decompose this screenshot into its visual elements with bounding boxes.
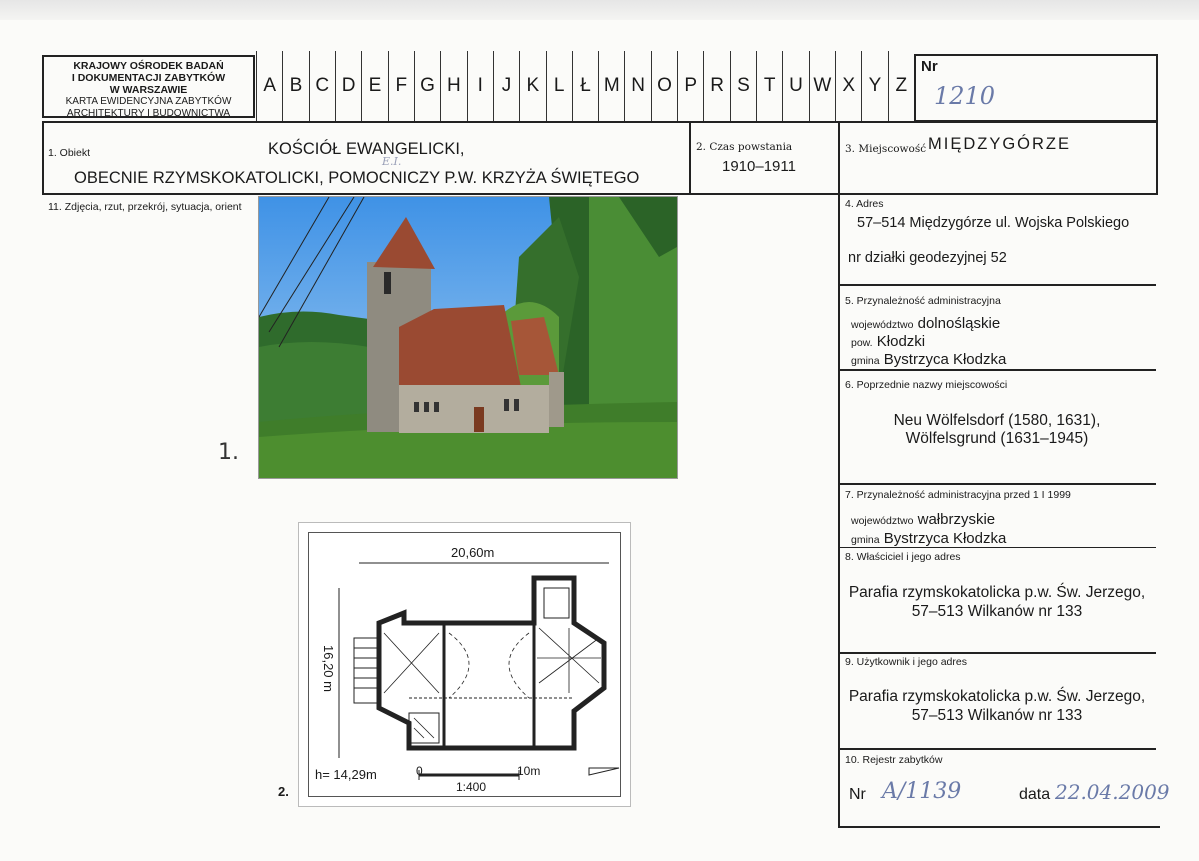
index-letter: L [546, 51, 572, 121]
rejestr-date-value: 22.04.2009 [1055, 780, 1170, 804]
admin-voivodeship [851, 315, 1000, 332]
wlasciciel-line1: Parafia rzymskokatolicka p.w. Św. Jerzego, [848, 584, 1146, 601]
org-name-line2: I DOKUMENTACJI ZABYTKÓW [71, 72, 226, 84]
index-letter: J [493, 51, 519, 121]
rejestr-bottom-line [838, 826, 1160, 828]
admin-przed-label: 7. Przynależność administracyjna przed 1 I 1999 [845, 489, 1071, 501]
record-number-label: Nr [921, 58, 938, 75]
photo-marker: 1. [218, 440, 239, 465]
admin-przed-voivodeship-prefix: województwo [851, 515, 914, 527]
adres-line1: 57–514 Międzygórze ul. Wojska Polskiego [857, 215, 1130, 231]
admin-przed-voivodeship [851, 511, 995, 528]
poprzednie-line2: Wölfelsgrund (1631–1945) [905, 430, 1089, 447]
index-letter: R [703, 51, 729, 121]
adres-divider [838, 284, 1156, 286]
index-letter: Z [888, 51, 914, 121]
org-name-line1: KRAJOWY OŚRODEK BADAŃ [73, 60, 224, 72]
rejestr-date-label: data [1019, 786, 1051, 803]
obiekt-annotation: E.I. [382, 155, 402, 168]
index-letter: D [335, 51, 361, 121]
index-letter: X [835, 51, 861, 121]
org-name-line3: W WARSZAWIE [109, 84, 188, 96]
admin-commune-value: Bystrzyca Kłodzka [883, 351, 1007, 368]
index-letter: P [677, 51, 703, 121]
row1-divider [42, 193, 1158, 195]
index-letter: U [782, 51, 808, 121]
index-letter: Ł [572, 51, 598, 121]
miejscowosc-value: MIĘDZYGÓRZE [928, 135, 1072, 153]
poprzednie-divider [838, 483, 1156, 485]
church-photo-drawing [259, 197, 677, 478]
admin-voivodeship-prefix: województwo [851, 319, 914, 331]
poprzednie-label: 6. Poprzednie nazwy miejscowości [845, 379, 1008, 391]
plan-width-label: 20,60m [451, 545, 495, 560]
rejestr-label: 10. Rejestr zabytków [845, 754, 943, 766]
index-letter: E [361, 51, 387, 121]
index-letter: A [256, 51, 282, 121]
uzytkownik-line2: 57–513 Wilkanów nr 133 [911, 707, 1083, 724]
plan-height-label: h= 14,29m [315, 767, 377, 782]
left-border-row1 [42, 121, 44, 194]
zdjecia-label: 11. Zdjęcia, rzut, przekrój, sytuacja, orient [48, 201, 242, 213]
poprzednie-line1: Neu Wölfelsdorf (1580, 1631), [893, 412, 1101, 429]
obiekt-label: 1. Obiekt [48, 147, 91, 159]
index-letter: F [388, 51, 414, 121]
index-letter: C [309, 51, 335, 121]
admin-commune-prefix: gmina [851, 355, 880, 367]
adres-line2: nr działki geodezyjnej 52 [848, 250, 1007, 266]
uzytkownik-label: 9. Użytkownik i jego adres [845, 656, 967, 668]
index-letter: M [598, 51, 624, 121]
admin-przed-commune [851, 530, 1006, 547]
adres-label: 4. Adres [845, 198, 884, 210]
card-type-line1: KARTA EWIDENCYJNA ZABYTKÓW [65, 96, 232, 107]
index-letter: N [624, 51, 650, 121]
rejestr-nr-value: A/1139 [882, 779, 962, 804]
floor-plan [298, 522, 631, 807]
index-letter: S [730, 51, 756, 121]
index-letter: Y [861, 51, 887, 121]
index-letter: T [756, 51, 782, 121]
header-divider [42, 121, 1158, 123]
admin-voivodeship-value: dolnośląskie [917, 315, 1001, 332]
record-number-box [914, 54, 1158, 122]
admin-przed-commune-prefix: gmina [851, 534, 880, 546]
scale-zero-label: 0 [416, 764, 423, 778]
right-border-row1 [1156, 121, 1158, 194]
uzytkownik-divider [838, 748, 1156, 750]
index-letter: B [282, 51, 308, 121]
church-photo [258, 196, 678, 479]
index-letter: H [440, 51, 466, 121]
admin-county [851, 333, 925, 350]
wlasciciel-line2: 57–513 Wilkanów nr 133 [911, 603, 1083, 620]
admin-przed-voivodeship-value: wałbrzyskie [917, 511, 996, 528]
index-letter: G [414, 51, 440, 121]
scale-ratio-label: 1:400 [456, 780, 487, 794]
wlasciciel-label: 8. Właściciel i jego adres [845, 551, 961, 563]
index-letter: W [809, 51, 835, 121]
scale-ten-label: 10m [517, 764, 541, 778]
wlasciciel-divider [838, 652, 1156, 654]
rejestr-nr-label: Nr [849, 786, 866, 803]
scan-top-strip [0, 0, 1199, 20]
admin-przed-divider [838, 547, 1156, 548]
divider-obiekt-czas [689, 121, 691, 194]
miejscowosc-label: 3. Miejscowość [845, 143, 927, 155]
plan-depth-label: 16,20 m [320, 645, 336, 692]
obiekt-name-line1: KOŚCIÓŁ EWANGELICKI, [268, 140, 465, 158]
admin-commune [851, 351, 1006, 368]
floor-plan-frame [308, 532, 621, 797]
admin-county-prefix: pow. [851, 337, 873, 349]
obiekt-name-line2: OBECNIE RZYMSKOKATOLICKI, POMOCNICZY P.W. KRZYŻA ŚWIĘTEGO [74, 169, 640, 187]
record-number-value: 1210 [934, 82, 996, 110]
alphabet-index [256, 51, 914, 121]
admin-county-value: Kłodzki [876, 333, 926, 350]
plan-marker: 2. [278, 784, 289, 799]
index-letter: I [467, 51, 493, 121]
czas-label: 2. Czas powstania [696, 141, 793, 153]
czas-value: 1910–1911 [722, 158, 796, 175]
organisation-box [42, 55, 255, 118]
index-letter: O [651, 51, 677, 121]
card-type-line2: ARCHITEKTURY I BUDOWNICTWA [66, 108, 231, 119]
uzytkownik-line1: Parafia rzymskokatolicka p.w. Św. Jerzego, [848, 688, 1146, 705]
admin-przed-commune-value: Bystrzyca Kłodzka [883, 530, 1007, 547]
admin-divider [838, 369, 1156, 371]
index-letter: K [519, 51, 545, 121]
floor-plan-drawing [309, 533, 620, 796]
admin-label: 5. Przynależność administracyjna [845, 295, 1001, 307]
